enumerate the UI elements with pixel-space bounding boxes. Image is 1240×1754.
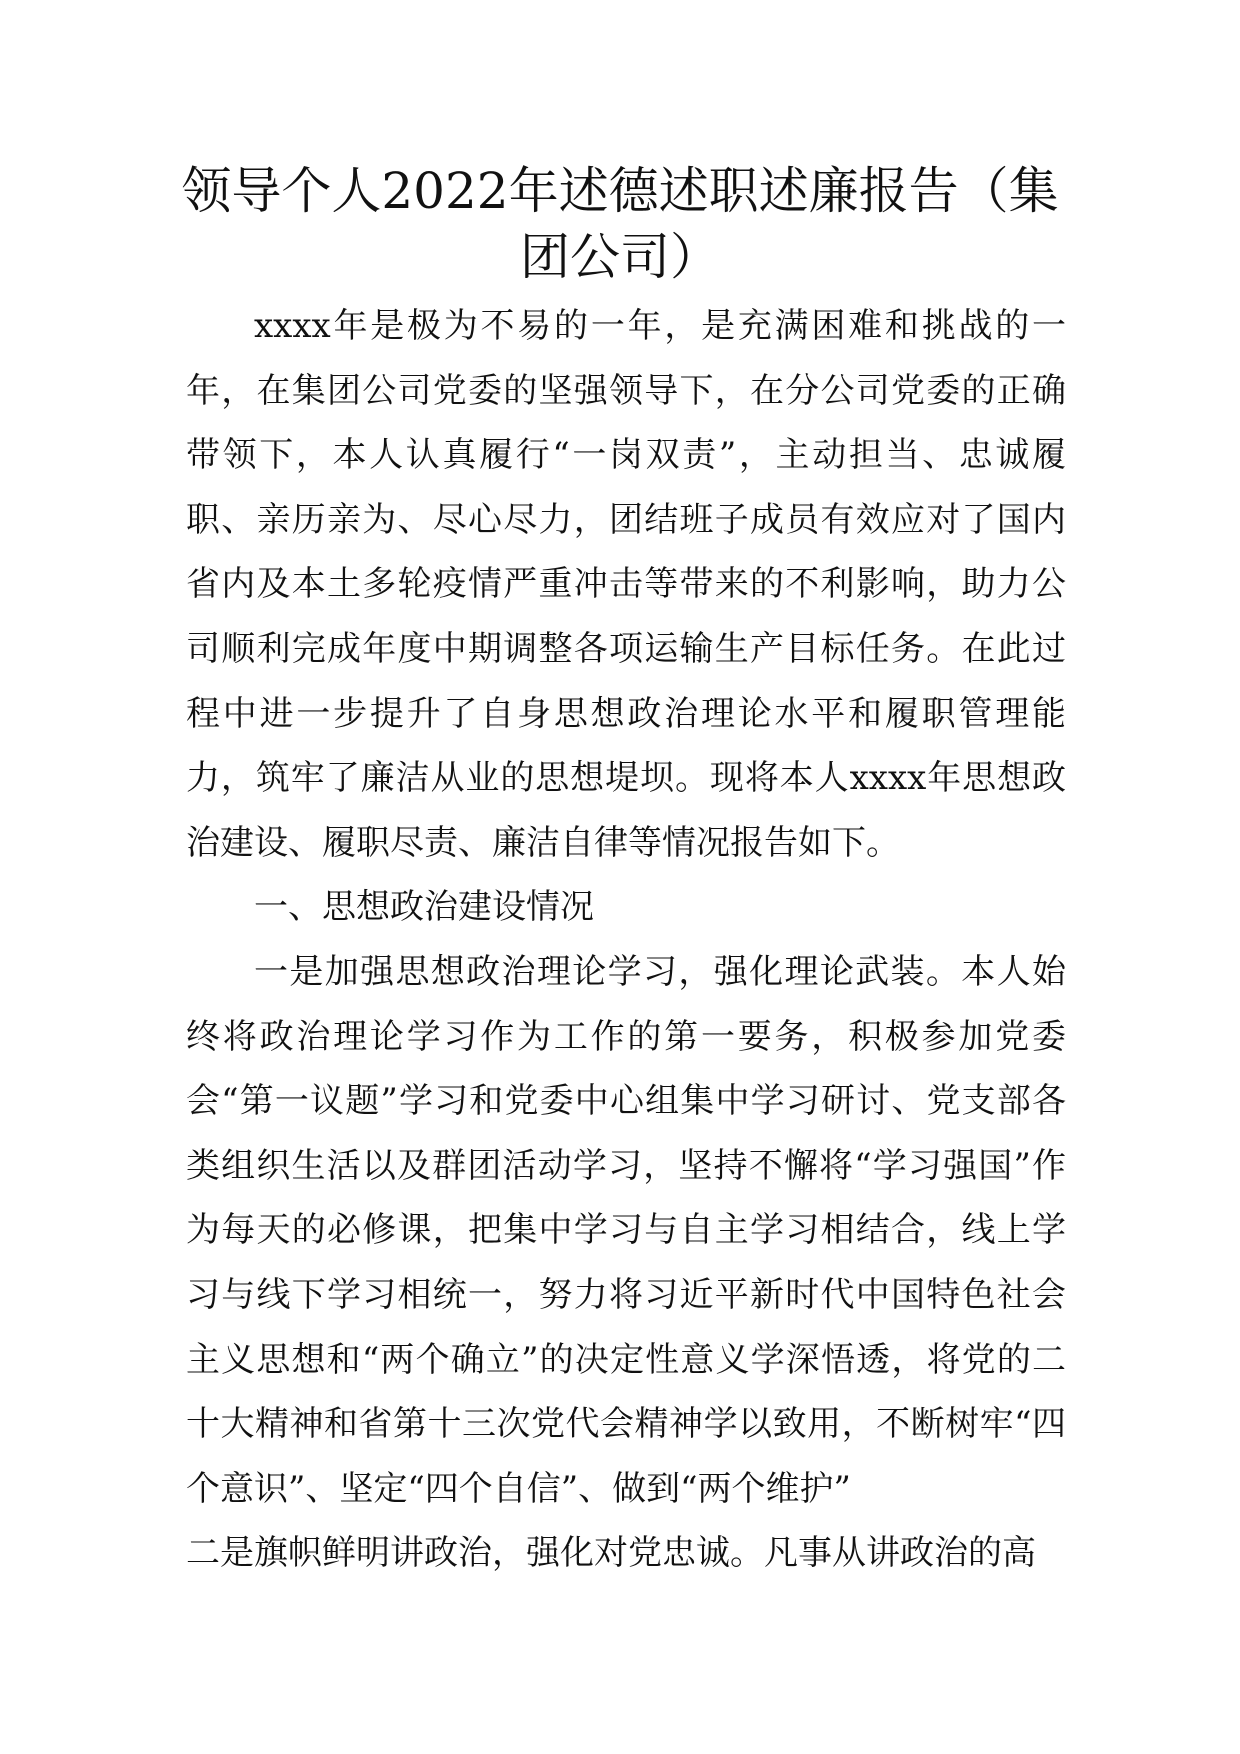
document-title: 领导个人2022年述德述职述廉报告（集团公司） xyxy=(181,162,1059,286)
paragraph-politics: 二是旗帜鲜明讲政治，强化对党忠诚。凡事从讲政治的高 xyxy=(186,1533,1036,1574)
section-heading-1: 一、思想政治建设情况 xyxy=(254,887,594,928)
document-body xyxy=(186,294,1066,1586)
paragraph-intro: xxxx年是极为不易的一年，是充满困难和挑战的一年，在集团公司党委的坚强领导下，在分公司党委的正确带领下，本人认真履行“一岗双责”，主动担当、忠诚履职、亲历亲为、尽心尽力，团结班子成员有效应对了国内省内及本土多轮疫情严重冲击等带来的不利影响，助力公司顺利完成年度中期调整各项运输生产目标任务。在此过程中进一步提升了自身思想政治理论水平和履职管理能力，筑牢了廉洁从业的思想堤坝。现将本人xxxx年思想政治建设、履职尽责、廉洁自律等情况报告如下。 xyxy=(186,306,1066,863)
paragraph-study: 一是加强思想政治理论学习，强化理论武装。本人始终将政治理论学习作为工作的第一要务，积极参加党委会“第一议题”学习和党委中心组集中学习研讨、党支部各类组织生活以及群团活动学习，坚持不懈将“学习强国”作为每天的必修课，把集中学习与自主学习相结合，线上学习与线下学习相统一，努力将习近平新时代中国特色社会主义思想和“两个确立”的决定性意义学深悟透，将党的二十大精神和省第十三次党代会精神学以致用，不断树牢“四个意识”、坚定“四个自信”、做到“两个维护” xyxy=(186,951,1066,1509)
